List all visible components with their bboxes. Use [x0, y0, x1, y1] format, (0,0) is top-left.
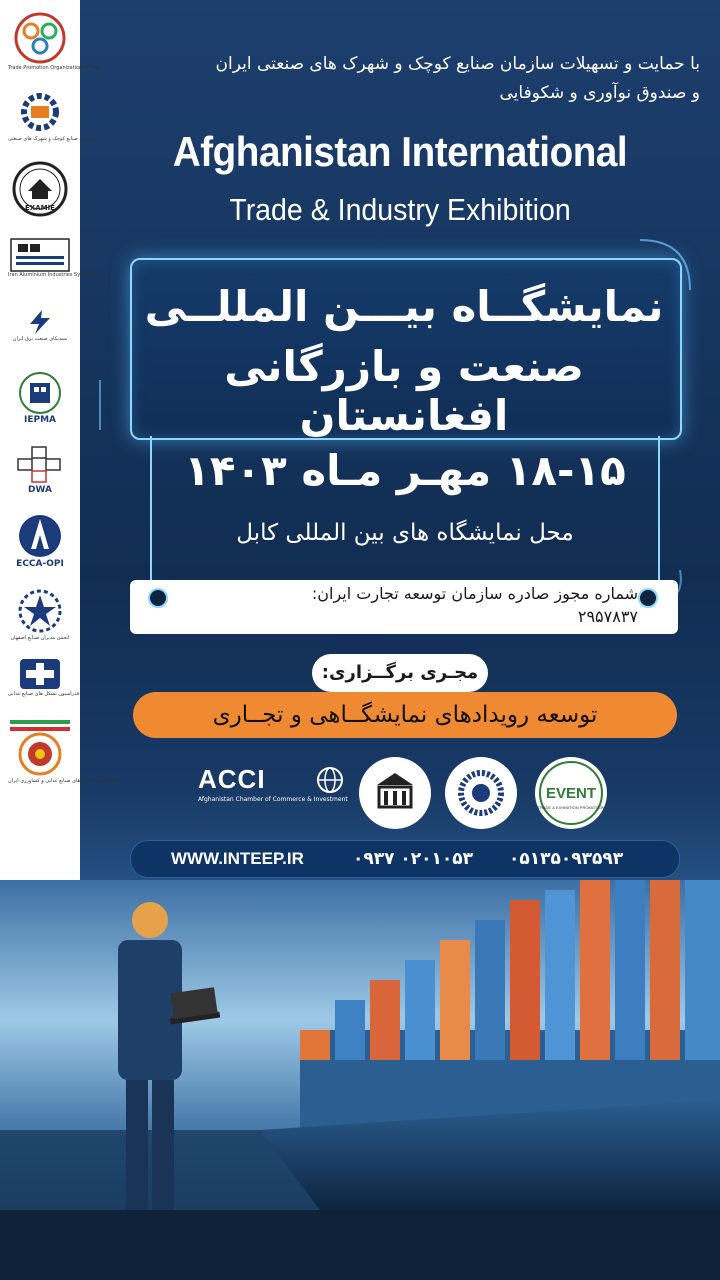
contact-bar	[130, 840, 680, 878]
isipo-logo	[8, 82, 96, 148]
permit-box	[130, 580, 678, 634]
event-name: EVENT	[545, 785, 597, 802]
office-phone[interactable]: ۰۵۱۳۵۰۹۳۵۹۳	[509, 849, 624, 869]
title-en-line-1: Afghanistan International	[172, 128, 628, 175]
trade-promotion-org-logo	[8, 6, 101, 76]
exhibition-center-logo	[357, 755, 433, 831]
ministry-seal-icon	[443, 755, 519, 831]
event-seal-icon	[533, 755, 609, 831]
exhibition-venue: محل نمایشگاه های بین المللی کابل	[236, 520, 574, 546]
title-en-line-2: Trade & Industry Exhibition	[229, 192, 571, 227]
title-fa-line-1: نمایشگــاه بیـــن المللــی	[144, 282, 664, 331]
iepma-logo	[8, 366, 72, 430]
dwa-logo	[8, 440, 72, 500]
cross-emblem-icon	[18, 657, 62, 691]
food-federation-logo	[8, 652, 80, 702]
port-scene-illustration	[0, 880, 720, 1280]
sponsor-line-2: و صندوق نوآوری و شکوفایی	[499, 83, 700, 103]
right-dot-icon	[638, 588, 658, 608]
sidebar-caption: ECCA-OPI	[16, 558, 64, 569]
building-emblem-icon	[357, 755, 433, 831]
sponsor-text	[100, 50, 700, 108]
house-emblem-icon	[12, 161, 68, 217]
sidebar-caption: سندیکای صنعت برق ایران	[12, 336, 68, 342]
organizer-label: مجـری برگــزاری:	[312, 654, 488, 692]
acci-name: ACCI	[198, 764, 266, 794]
sidebar-caption: IEPMA	[23, 414, 56, 425]
trade-promotion-emblem-icon	[13, 11, 67, 65]
dwa-blocks-icon	[16, 445, 64, 485]
flag-emblem-icon	[10, 718, 70, 778]
aluminium-syndicate-logo	[8, 230, 99, 286]
acci-logo	[198, 764, 348, 826]
mobile-phone[interactable]: ۰۹۳۷ ۰۲۰۱۰۵۳	[353, 849, 474, 869]
isfahan-association-logo	[8, 582, 72, 646]
electric-panel-icon	[16, 371, 64, 415]
tower-emblem-icon	[17, 513, 63, 559]
examie-logo	[8, 154, 72, 224]
website-link[interactable]: WWW.INTEEP.IR	[171, 849, 304, 868]
permit-number: ۲۹۵۷۸۳۷	[577, 607, 638, 626]
sidebar-caption: فدراسیون تشکل های صنایع غذایی	[8, 691, 80, 697]
ecca-opi-logo	[8, 506, 72, 576]
sidebar-caption: Iran Aluminium Industries Syndicate	[8, 272, 99, 278]
permit-text	[178, 582, 638, 628]
exhibition-date: ۱۸-۱۵ مهـر مـاه ۱۴۰۳	[184, 446, 626, 495]
sidebar-caption: DWA	[28, 484, 52, 495]
agriculture-federation-logo	[8, 708, 117, 794]
sponsor-line-1: با حمایت و تسهیلات سازمان صنایع کوچک و شهرک های صنعتی ایران	[215, 54, 700, 74]
organizer-name: توسعه رویدادهای نمایشگــاهی و تجــاری	[133, 692, 677, 738]
acci-caption: Afghanistan Chamber of Commerce & Investment	[198, 796, 348, 803]
star-emblem-icon	[15, 587, 65, 635]
electrical-syndicate-logo	[8, 300, 72, 350]
event-promotion-logo	[533, 755, 609, 831]
sidebar-caption: سازمان صنایع کوچک و شهرک های صنعتی	[8, 136, 96, 142]
lightning-icon	[20, 308, 60, 336]
aluminium-mark-icon	[10, 238, 70, 272]
sidebar-caption: انجمن مدیران صنایع اصفهان	[10, 635, 70, 641]
permit-label: شماره مجوز صادره سازمان توسعه تجارت ایران:	[311, 584, 638, 603]
event-caption: TRADE & EXHIBITION PROMOTION	[537, 805, 605, 810]
ministry-logo	[443, 755, 519, 831]
globe-icon	[316, 766, 344, 794]
examie-label: EXAMIE	[25, 204, 55, 212]
sidebar-caption: Trade Promotion Organization of Iran	[8, 65, 101, 71]
title-fa-line-2: صنعت و بازرگانی افغانستان	[224, 342, 584, 440]
gear-icon	[15, 88, 65, 136]
left-dot-icon	[148, 588, 168, 608]
sidebar-caption: فدراسیون تشکل های صنایع غذایی و کشاورزی ایران	[8, 778, 117, 784]
